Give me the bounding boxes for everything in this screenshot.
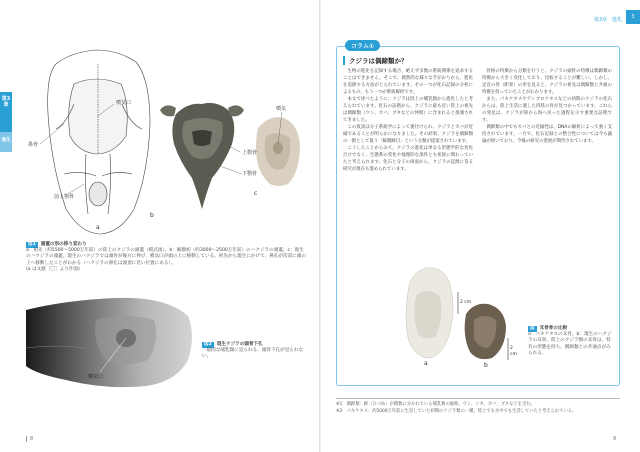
fig1-letter-a: a	[96, 224, 100, 231]
fig1-letter-b: b	[150, 212, 154, 219]
fig2-caption-body: 一般的な哺乳類に見られる、頭骨下孔が見られない。	[202, 348, 304, 360]
fig1-label-nasal: 鼻骨	[28, 142, 39, 148]
fig1-label-jaw: 下顎骨	[242, 171, 258, 177]
footnotes	[336, 398, 620, 415]
column-paragraph: 生物の進化を記録する場合、絶えず多数の系統関係を追求することはできません。そこで、偶然的な様々な手がかりから、進化を追跡する方法がとられています。その一つが化石記録の分析によるもの、もう一つが系統解析です。	[343, 69, 473, 95]
figure-2-skull-photo	[26, 290, 196, 392]
right-page-number: 9	[612, 436, 616, 442]
column-label: コラム①	[345, 40, 380, 51]
column-paragraph: こうしたことからみて、クジラの進化は単なる形態学的な変化だけでなく、生態系の変化や地理的な条件とも密接に関わっていたと考えられます。化石と分子の両面から、クジラの起源に迫る研究が現在も進められています。	[343, 146, 473, 172]
fig1-caption-title: 頭蓋の形の移り変わり	[40, 242, 87, 247]
column-paragraph: 偶蹄類の中でもカバとの近縁性は、DNAの解析によって強く支持されています。一方で、化石記録との整合性については今も議論が続いており、今後の研究の進展が期待されています。	[482, 125, 612, 144]
side-tab-sub	[0, 132, 12, 152]
fig3-caption-title: 耳骨骨の比較	[539, 326, 568, 331]
figure-2-caption	[202, 342, 312, 361]
figure-1-illustration	[26, 44, 308, 240]
fig1-label-maxilla: 上顎骨	[242, 150, 258, 156]
column-text-left	[343, 68, 473, 173]
fig3-caption-head: 図	[530, 326, 535, 331]
fig2-caption-head: 図2	[204, 342, 212, 347]
figure-2-illustration	[26, 290, 196, 392]
fig3-letter-a: a	[424, 360, 428, 367]
skull-a-drawing	[48, 50, 150, 234]
figure-1-caption	[26, 242, 308, 273]
column-paragraph: この仮説は分子系統学によって裏付けられ、クジラとカバが近縁であることが明らかになりました。その結果、クジラを偶蹄類の一群として扱う「鯨偶蹄目」という分類が提案されています。	[343, 125, 473, 144]
column-paragraph: また、パキケタスやアンブロケタスなどの初期のクジラの化石からは、陸上生活に適した四肢の骨が見つかっています。これらの発見は、クジラが陸から海へ戻った過程を示す重要な証拠です。	[482, 97, 612, 123]
fig1-caption-credit: (a は文献［〇］より作図)	[26, 266, 80, 272]
fig3-scale-a: 2 cm	[460, 300, 472, 305]
fig1-caption-body: a：祖先（約5500〜5000万年前）の陸上のクジラの頭蓋（模式図）。b：鯨類初（約3000〜2500万年前）のハクジラの頭蓋。c：現生のハクジラの頭蓋。現生のハクジラでは頭骨が後方に伸び、噴気口が頭の上に移動している。祖先から現生にかけて、鼻孔が次第に頭の上へ移動したことがわかる（ハクジラの鼻孔は頭頂に近い位置にある）。	[26, 248, 306, 266]
book-gutter	[319, 0, 321, 452]
figure-3-illustration	[400, 262, 520, 372]
footnote-item: ※2 パキケタス：約5000万年前に生息していた初期のクジラ類の一種。陸上でも水中でも生活していたと考えられている。	[336, 408, 577, 414]
skull-b-photo	[160, 103, 244, 209]
fig2-caption-title: 現生クジラの頭骨下孔	[216, 342, 263, 347]
fig3-caption-body: a：パキケタスの耳骨。b：現生のハクジラの耳骨。陸上のクジラ類の耳骨は、特有の形態を持ち、偶蹄類との共通点がみられる。	[528, 332, 612, 356]
side-tab-sub-label: 進化	[1, 138, 11, 143]
column-text-right	[482, 68, 612, 145]
fig1-label-premax: 前上顎骨	[54, 194, 75, 200]
fig1-label-blow-c: 噴気	[276, 106, 287, 112]
running-header: 第3章 進化	[593, 17, 622, 23]
footnote-item: ※1 偶蹄類：蹄（ひづめ）が偶数に分かれている哺乳類の総称。ウシ、シカ、カバ、ブタなどを含む。	[336, 402, 535, 407]
fig1-label-blowhole: 噴気口	[116, 100, 132, 106]
fig3-letter-b: b	[484, 362, 488, 369]
skull-c-photo	[256, 117, 300, 186]
side-tab-label: 第3章	[1, 96, 11, 108]
figure-1-skull-evolution	[26, 44, 308, 240]
fig3-scale-b: 2 cm	[510, 346, 517, 357]
fig2-label-blowhole: 噴気口	[88, 374, 104, 380]
fig1-letter-c: c	[254, 190, 258, 197]
figure-3-caption	[528, 326, 614, 357]
column-paragraph: 本文で述べたように、クジラは陸上の哺乳類から進化したと考えられています。化石の証拠から、クジラに最も近い陸上の祖先は偶蹄類（ウシ、カバ、ブタなどの仲間）に含まれると推測されてきました。	[343, 97, 473, 123]
chapter-tab-label: 3	[631, 14, 635, 20]
chapter-side-tab	[0, 92, 12, 143]
left-page-number: 8	[30, 436, 34, 442]
chapter-tab	[626, 10, 640, 24]
figure-3-ear-bones	[400, 262, 520, 372]
column-paragraph: 骨格の特徴から分類を行うと、クジラの頭骨の特徴は偶蹄類の特徴から大きく変化しており、比較することが難しい。しかし、足首の骨（距骨）の形を見ると、クジラの祖先は偶蹄類と共通の特徴を持っていたことがわかります。	[482, 69, 612, 95]
fig1-caption-head: 図1	[28, 242, 36, 247]
column-title: クジラは偶蹄類か？	[343, 56, 408, 65]
left-page-marker	[26, 436, 27, 442]
